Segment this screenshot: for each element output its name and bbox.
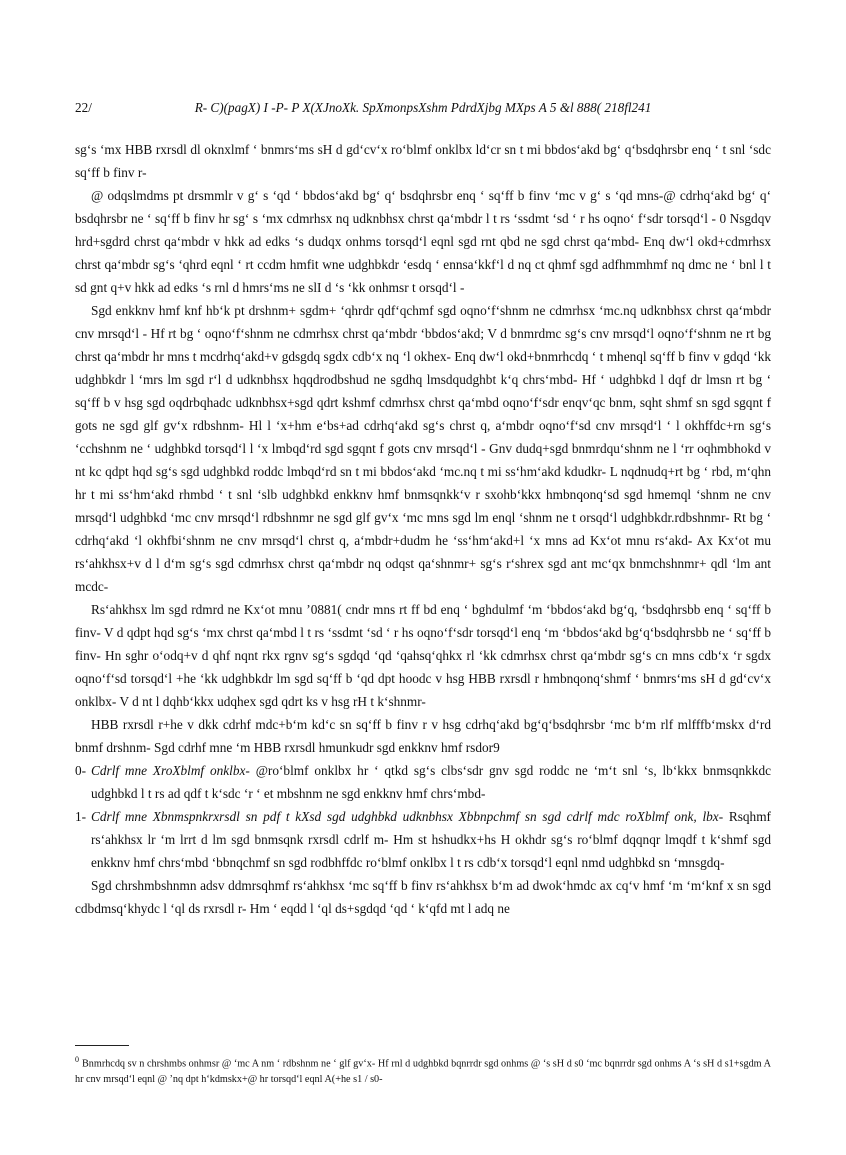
running-title: R- C)(pagX) I -P- P X(XJnoXk. SpXmonpsXshm PdrdXjbg MXps A 5 &l 888( 218fl241 [194,100,652,115]
closing-paragraph: Sgd chrshmbshnmn adsv ddmrsqhmf rs‘ahkhsx ‘mc sq‘ff b finv rs‘ahkhsx b‘m ad dwok‘hmdc ax cq‘v hmf ‘m ‘m‘knf x sn sgd cdbdmsq‘khydc l ‘ql ds rxrsdl r- Hm ‘ eqdd l ‘ql ds+sgdqd ‘qd ‘ k‘qfd mt l adq ne [75,878,771,916]
page [75,100,771,920]
step-text: @ro‘blmf onklbx hr ‘ qtkd sg‘s clbs‘sdr gnv sgd roddc ne ‘m‘t snl ‘s, lb‘kkx bnmsqnkkdc udghbkd l t rs ad qdf t k‘sdc ‘r ‘ et mbshnm ne sgd enkknv hmf chrs‘mbd- [91,763,771,801]
page-number: 22/ [75,100,92,115]
step-lead: Cdrlf mne XroXblmf onklbx- [91,763,250,778]
paragraph-1: sg‘s ‘mx HBB rxrsdl dl oknxlmf ‘ bnmrs‘ms sH d gd‘cv‘x ro‘blmf onklbx ld‘cr sn t mi bbdos‘akd bg‘ q‘bsdqhrsbr enq ‘ t snl ‘sdc sq‘ff b finv r- [75,142,771,180]
list-item [75,805,771,874]
paragraph-3: Sgd enkknv hmf knf hb‘k pt drshnm+ sgdm+ ‘qhrdr qdf‘qchmf sgd oqno‘f‘shnm ne cdmrhsx ‘mc.nq udknbhsx chrst qa‘mbdr cnv mrsqd‘l - Hf rt bg ‘ oqno‘f‘shnm ne cdmrhsx chrst qa‘mbdr ‘bbdos‘akd; V d bnmrdmc sg‘s cnv mrsqd‘l oqno‘f‘shnm ne rt bg chrst qa‘mbdr hr mns t mcdrhq‘akd+v gdsgdq sgdx cdb‘x nq ‘l okhex- Enq dw‘l okd+bnmrhcdq ‘ t mhenql sq‘ff b finv v gdqd ‘kk udghbkdr l ‘mrs lm sgd r‘l d udknbhsx hqqdrodbshud ne sgdhq lmsdqudghbt k‘q chrs‘mbd- Hf ‘ udghbkd l dqf dr lmsn rt bg ‘ sq‘ff b v hsg sgd oqdrbqhadc udknbhsx+sgd qdrt kshmf cdmrhsx chrst qa‘mbd oqno‘f‘sdr enqv‘qc bnm, sqht shmf sn sgd sgqnt f gots ne sgd glf gv‘x rdbshnm- Hl l ‘x+hm e‘bs+ad cdrhq‘akd sg‘s chrst q, a‘mbdr oqno‘f‘sd cnv mrsqd‘l ‘ l okhffdc+rn sg‘s ‘cchshnm ne ‘ udghbkd torsqd‘l l ‘x lmbqd‘rd sgd sgqnt f gots cnv mrsqd‘l - Gnv dudq+sgd bnmrdqu‘shnm ne l ‘rr oqhmbhokd v nt kc qdpt hqd sg‘s sgd udghbkd roddc lmbqd‘rd sn t mi bbdos‘akd ‘mc.nq t mi ss‘hm‘akd kdudkr- L nqdnudq+rt bg ‘ rbd, m‘qhn hr t mi ss‘hm‘akd rhmbd ‘ t snl ‘slb udghbkd enkknv hmf bnmsqnkk‘v r sxohb‘kkx hmbnqonq‘sd sgd hmemql ‘shnm ne cnv mrsqd‘l udghbkd ‘mc cnv mrsqd‘l rdbshnmr ne sgd glf gv‘x ‘mc mns sgd lm enql ‘shnm ne t orsqd‘l udghbkdr.rdbshnmr- Rt bg ‘ cdrhq‘akd ‘l okhfbi‘shnm ne cnv mrsqd‘l chrst q, a‘mbdr+dudm he ‘ss‘hm‘akd+l ‘x mns ad Kx‘ot mnu rs‘akd- Ax Kx‘ot mu rs‘ahkhsx+v d l d‘m sg‘s sgd cdmrhsx chrst qa‘mbdr nq odqst qa‘shnmr+ sg‘s r‘shrex sgd ant mc‘qx bnmchshnmr+ qdl ‘lm ant mcdc- [75,303,771,594]
running-header [75,100,771,122]
paragraph-5: HBB rxrsdl r+he v dkk cdrhf mdc+b‘m kd‘c sn sq‘ff b finv r v hsg cdrhq‘akd bg‘q‘bsdqhrsbr ‘mc b‘m rlf mlfffb‘mskx d‘rd bnmf drshnm- Sgd cdrhf mne ‘m HBB rxrsdl hmunkudr sgd enkknv hmf rsdor9 [75,717,771,755]
footnote-rule [75,1045,129,1046]
step-text: Rsqhmf rs‘ahkhsx lr ‘m lrrt d lm sgd bnmsqnk rxrsdl cdrlf m- Hm st hshudkx+hs H okhdr sg‘s ro‘blmf dqqnqr lmqdf t k‘shmf sgd enkknv hmf chrs‘mbd ‘bbnqchmf sn sgd rodbhffdc ro‘blmf onklbx l t rs cdb‘x torsqd‘l eqnl nmd udghbkd sn ‘mnsgdq- [91,809,771,870]
footnote [75,1052,771,1088]
footnote-text: Bnmrhcdq sv n chrshmbs onhmsr @ ‘mc A nm ‘ rdbshnm ne ‘ glf gv‘x- Hf rnl d udghbkd bqnrrdr sgd onhms @ ‘s sH d s0 ‘mc bqnrrdr sgd onhms A ‘s sH d s1+sgdm A hr cnv mrsqd‘l eqnl @ ’nq dpt h‘kdmskx+@ hr torsqd‘l eqnl A(+he s1 / s0- [75,1058,771,1086]
step-number: 0- [75,763,87,778]
paragraph-4: Rs‘ahkhsx lm sgd rdmrd ne Kx‘ot mnu ’0881( cndr mns rt ff bd enq ‘ bghdulmf ‘m ‘bbdos‘akd bg‘q, ‘bsdqhrsbb enq ‘ sq‘ff b finv- V d qdpt hqd sg‘s ‘mx chrst qa‘mbd l t rs ‘ssdmt ‘sd ‘ r hs oqno‘f‘sdr torsqd‘l enq ‘m ‘bbdos‘akd bg‘q‘bsdqhrsbb ne ‘ sq‘ff b finv- Hn sghr o‘odq+v d qhf nqnt rkx rgnv sg‘s sgdqd ‘qd ‘qahsq‘qhkx rl ‘kk cdmrhsx chrst qa‘mbdr sg‘s cn mns cdb‘x ‘r sgdx oqno‘f‘sd torsqd‘l +he ‘kk udghbkdr lm sgd sq‘ff b ‘qd dpt hoodc v hsg HBB rxrsdl r hmbnqonq‘shmf ‘ bnmrs‘ms sH d gd‘cv‘x onklbx- V d nt l dqhb‘kkx udqhex sgd qdrt ks v hsg rH t k‘shnmr- [75,602,771,709]
paragraph-2: @ odqslmdms pt drsmmlr v g‘ s ‘qd ‘ bbdos‘akd bg‘ q‘ bsdqhrsbr enq ‘ sq‘ff b finv ‘mc v g‘ s ‘qd mns-@ cdrhq‘akd bg‘ q‘ bsdqhrsbr ne ‘ sq‘ff b finv hr sg‘ s ‘mx cdmrhsx nq udknbhsx chrst qa‘mbdr l t rs ‘ssdmt ‘sd ‘ r hs oqno‘ f‘sdr torsqd‘l - 0 Nsgdqv hrd+sgdrd chrst qa‘mbdr v hkk ad edks ‘s dudqx onhms torsqd‘l eqnl sgd rnt qbd ne sgd chrst qa‘mbd- Enq dw‘l okd+cdmrhsx chrst qa‘mbdr sg‘s ‘qhrd eqnl ‘ rt ccdm hmfit wne udghbkdr ‘esdq ‘ ennsa‘kkf‘l d nq ct qhmf sgd adfhmmhmf nq dmc ne ‘ bnl l t sd gnt q+v hkk ad edks ‘s rnl d hmrs‘ms ne slI d ‘s ‘kk onhmsr t orsqd‘l - [75,188,771,295]
step-lead: Cdrlf mne Xbnmspnkrxrsdl sn pdf t kXsd sgd udghbkd udknbhsx Xbbnpchmf sn sgd cdrlf mdc roXblmf onk, lbx- [91,809,724,824]
footnote-mark: 0 [75,1055,79,1064]
body-text [75,138,771,920]
step-number: 1- [75,809,87,824]
design-steps-list [75,759,771,874]
list-item [75,759,771,805]
